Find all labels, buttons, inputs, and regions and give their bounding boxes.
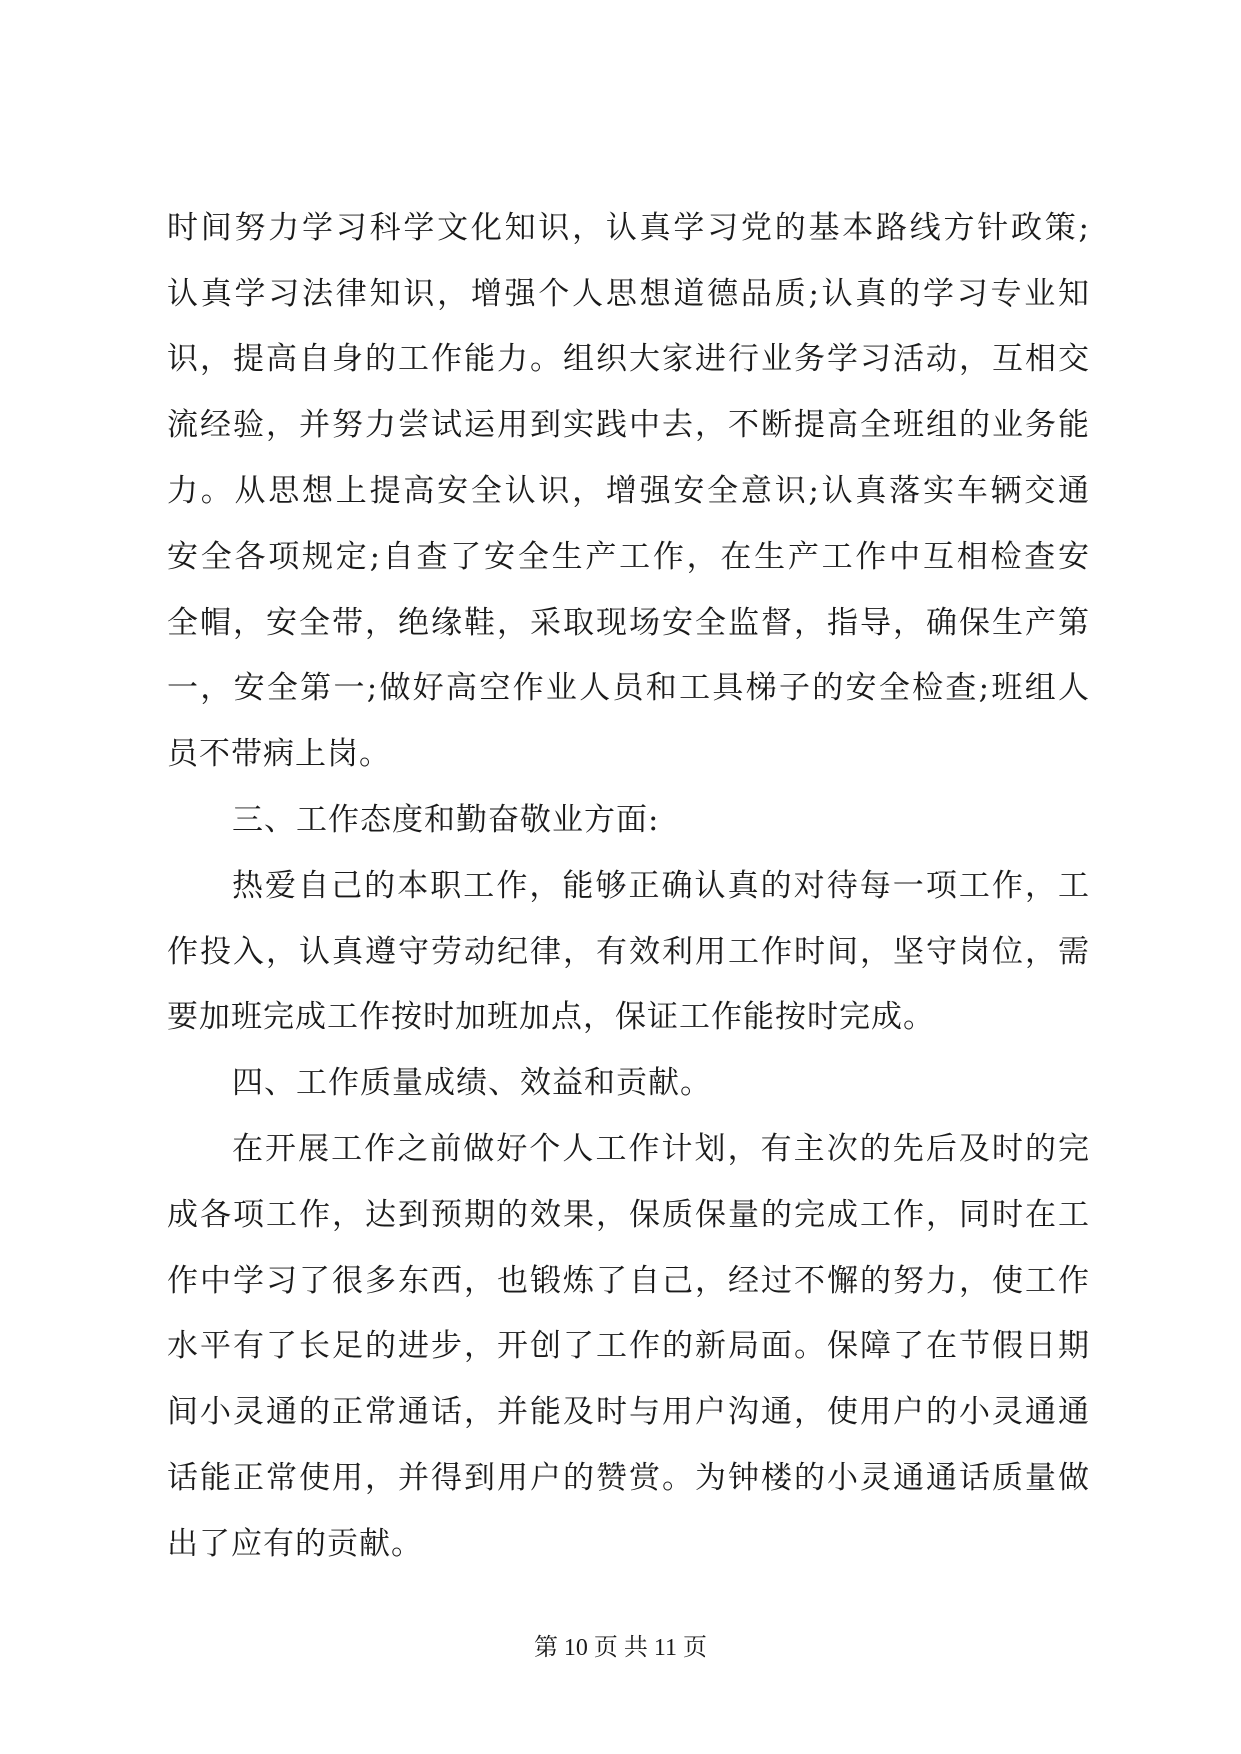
body-text-line: 水平有了长足的进步，开创了工作的新局面。保障了在节假日期	[167, 1328, 1090, 1364]
section-heading: 四、工作质量成绩、效益和贡献。	[232, 1065, 712, 1101]
body-text-line: 认真学习法律知识，增强个人思想道德品质;认真的学习专业知	[167, 276, 1090, 312]
body-text-line: 热爱自己的本职工作，能够正确认真的对待每一项工作，工	[232, 868, 1090, 904]
body-text-line: 间小灵通的正常通话，并能及时与用户沟通，使用户的小灵通通	[167, 1394, 1090, 1430]
body-text-line: 话能正常使用，并得到用户的赞赏。为钟楼的小灵通通话质量做	[167, 1460, 1090, 1496]
body-text-line: 安全各项规定;自查了安全生产工作，在生产工作中互相检查安	[167, 539, 1090, 575]
page-footer: 第 10 页 共 11 页	[533, 1635, 708, 1661]
body-text-line: 在开展工作之前做好个人工作计划，有主次的先后及时的完	[232, 1131, 1090, 1167]
body-text-line: 时间努力学习科学文化知识，认真学习党的基本路线方针政策;	[167, 210, 1090, 246]
body-text-line: 全帽，安全带，绝缘鞋，采取现场安全监督，指导，确保生产第	[167, 605, 1090, 641]
body-text-line: 作投入，认真遵守劳动纪律，有效利用工作时间，坚守岗位，需	[167, 934, 1090, 970]
body-text-line: 一，安全第一;做好高空作业人员和工具梯子的安全检查;班组人	[167, 670, 1090, 706]
body-text-line: 出了应有的贡献。	[167, 1526, 423, 1562]
body-text-line: 要加班完成工作按时加班加点，保证工作能按时完成。	[167, 999, 935, 1035]
body-text-line: 成各项工作，达到预期的效果，保质保量的完成工作，同时在工	[167, 1197, 1090, 1233]
body-text-line: 作中学习了很多东西，也锻炼了自己，经过不懈的努力，使工作	[167, 1263, 1090, 1299]
body-text-line: 流经验，并努力尝试运用到实践中去，不断提高全班组的业务能	[167, 407, 1090, 443]
body-text-line: 识，提高自身的工作能力。组织大家进行业务学习活动，互相交	[167, 341, 1090, 377]
body-text-line: 员不带病上岗。	[167, 736, 391, 772]
body-text-line: 力。从思想上提高安全认识，增强安全意识;认真落实车辆交通	[167, 473, 1090, 509]
section-heading: 三、工作态度和勤奋敬业方面:	[232, 802, 660, 838]
